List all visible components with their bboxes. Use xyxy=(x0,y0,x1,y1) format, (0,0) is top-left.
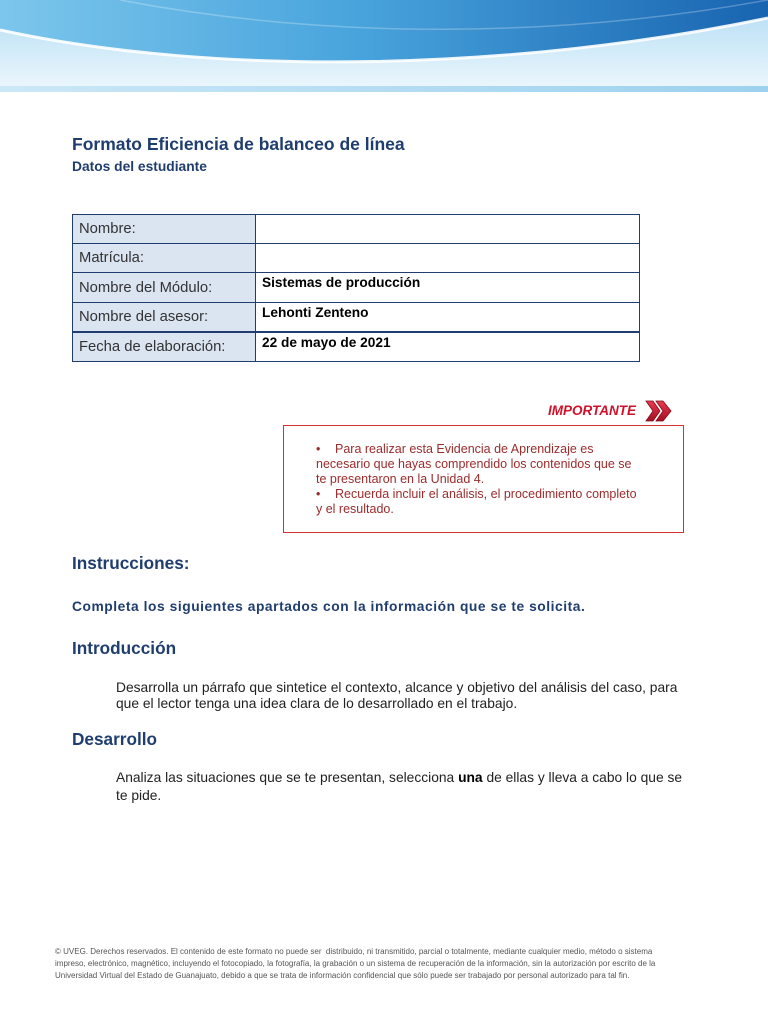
table-row-fecha xyxy=(73,333,639,361)
table-row-matricula xyxy=(73,244,639,273)
table-label-nombre: Nombre: xyxy=(73,215,256,243)
table-value-nombre xyxy=(256,215,639,243)
double-chevron-right-icon xyxy=(645,398,673,424)
table-row-asesor xyxy=(73,303,639,333)
importante-label: IMPORTANTE xyxy=(548,403,637,418)
paragraph-line xyxy=(116,769,682,787)
student-data-table xyxy=(72,214,640,362)
notice-text: Recuerda incluir el análisis, el procedimiento completo xyxy=(335,486,637,501)
emphasis-text: una xyxy=(458,770,483,785)
desarrollo-heading: Desarrollo xyxy=(72,729,158,749)
instructions-text: Completa los siguientes apartados con la información que se te solicita. xyxy=(72,598,586,614)
notice-item-1 xyxy=(316,442,683,487)
paragraph-line: Desarrolla un párrafo que sintetice el contexto, alcance y objetivo del análisis del caso, para xyxy=(116,679,678,695)
notice-text: te presentaron en la Unidad 4. xyxy=(316,471,485,486)
notice-line xyxy=(316,442,683,457)
notice-text: necesario que hayas comprendido los contenidos que se xyxy=(316,456,632,471)
paragraph-text: Analiza las situaciones que se te presentan, selecciona xyxy=(116,770,459,785)
banner-bottom-edge xyxy=(0,92,768,100)
banner-stripe xyxy=(0,86,768,92)
paragraph-line: que el lector tenga una idea clara de lo desarrollado en el trabajo. xyxy=(116,696,518,712)
footer-copyright xyxy=(55,946,655,982)
notice-text: Para realizar esta Evidencia de Aprendizaje es xyxy=(335,441,594,456)
footer-line: impreso, electrónico, magnético, incluyendo el fotocopiado, la fotografía, la grabación o un sistema de recuperación de la información, sin la autorización por escrito de la xyxy=(55,959,656,968)
introduccion-heading: Introducción xyxy=(72,638,177,658)
notice-text: y el resultado. xyxy=(316,501,394,516)
important-notice-box xyxy=(283,425,684,533)
instructions-heading: Instrucciones: xyxy=(72,553,190,573)
paragraph-line: te pide. xyxy=(116,788,162,803)
double-chevron-right-graphic xyxy=(645,398,673,424)
table-value-modulo: Sistemas de producción xyxy=(262,275,421,291)
footer-line: Universidad Virtual del Estado de Guanajuato, debido a que se trata de información confidencial que sólo puede ser trabajado por personal autorizado para tal fin. xyxy=(55,971,630,980)
table-value-matricula xyxy=(256,244,639,272)
table-value-fecha: 22 de mayo de 2021 xyxy=(262,334,391,350)
paragraph-text: de ellas y lleva a cabo lo que se xyxy=(482,770,683,785)
bullet-point: • xyxy=(316,486,321,501)
notice-line xyxy=(316,487,683,502)
table-label-asesor: Nombre del asesor: xyxy=(73,303,256,331)
header-banner-graphic xyxy=(0,0,768,100)
bullet-point: • xyxy=(316,441,321,456)
footer-line: © UVEG. Derechos reservados. El contenido de este formato no puede ser distribuido, ni transmitido, parcial o totalmente, mediante cualquier medio, método o sistema xyxy=(55,947,653,956)
table-value-asesor: Lehonti Zenteno xyxy=(262,304,369,320)
notice-item-2 xyxy=(316,487,683,517)
table-row-modulo xyxy=(73,273,639,302)
student-data-subtitle: Datos del estudiante xyxy=(72,159,207,174)
introduccion-paragraph xyxy=(116,680,677,713)
document-title: Formato Eficiencia de balanceo de línea xyxy=(72,134,405,154)
table-label-modulo: Nombre del Módulo: xyxy=(73,273,256,301)
desarrollo-paragraph xyxy=(116,769,682,805)
header-banner xyxy=(0,0,768,100)
table-label-fecha: Fecha de elaboración: xyxy=(73,333,256,361)
table-row-nombre xyxy=(73,215,639,244)
table-label-matricula: Matrícula: xyxy=(73,244,256,272)
